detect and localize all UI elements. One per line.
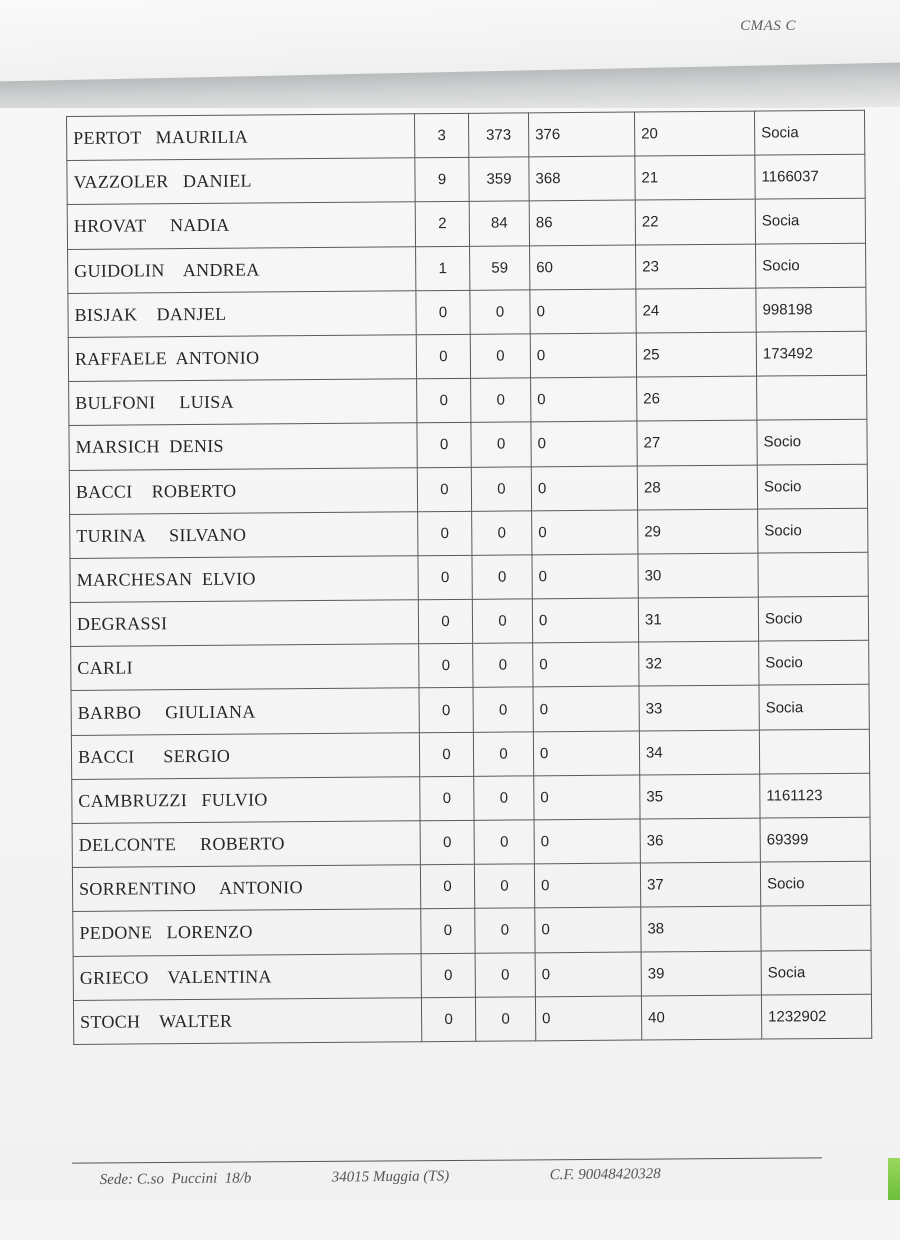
score-b-cell: 0	[475, 952, 535, 997]
table-row	[71, 640, 869, 690]
athlete-name-cell: BISJAK DANJEL	[68, 291, 416, 338]
score-a-cell: 0	[420, 820, 474, 865]
table-row	[71, 729, 869, 779]
score-b-cell: 359	[469, 157, 529, 202]
table-row	[73, 906, 871, 956]
table-row	[68, 287, 866, 337]
membership-cell: 998198	[756, 287, 866, 332]
athlete-name-cell: RAFFAELE ANTONIO	[68, 335, 416, 382]
header-code: CMAS C	[740, 18, 796, 34]
table-row	[72, 817, 870, 867]
membership-cell: Socia	[759, 685, 869, 730]
score-b-cell: 0	[475, 908, 535, 953]
membership-cell: Socio	[757, 420, 867, 465]
score-b-cell: 0	[474, 776, 534, 821]
table-row	[72, 773, 870, 823]
table-row	[73, 950, 871, 1000]
score-b-cell: 0	[473, 687, 533, 732]
membership-cell: Socia	[755, 199, 865, 244]
score-b-cell: 0	[474, 820, 534, 865]
table-row	[72, 861, 870, 911]
table-row	[67, 110, 865, 160]
score-a-cell: 0	[419, 644, 473, 689]
score-a-cell: 0	[416, 334, 470, 379]
score-b-cell: 0	[470, 334, 530, 379]
score-a-cell: 9	[415, 158, 469, 203]
total-cell: 60	[530, 245, 636, 290]
total-cell: 0	[530, 289, 636, 334]
total-cell: 0	[530, 333, 636, 378]
score-b-cell: 0	[471, 378, 531, 423]
score-a-cell: 0	[417, 467, 471, 512]
score-a-cell: 1	[416, 246, 470, 291]
position-cell: 34	[639, 730, 759, 775]
membership-cell: Socio	[757, 464, 867, 509]
position-cell: 35	[640, 774, 760, 819]
ranking-table-container	[66, 110, 873, 1045]
athlete-name-cell: BACCI SERGIO	[71, 732, 419, 779]
position-cell: 32	[639, 641, 759, 686]
score-b-cell: 373	[468, 113, 528, 158]
position-cell: 38	[641, 906, 761, 951]
green-edge-mark	[888, 1158, 900, 1200]
position-cell: 31	[638, 597, 758, 642]
ranking-table	[66, 110, 872, 1045]
membership-cell: Socio	[758, 508, 868, 553]
athlete-name-cell: VAZZOLER DANIEL	[67, 158, 415, 205]
table-row	[69, 375, 867, 425]
score-b-cell: 0	[470, 290, 530, 335]
score-a-cell: 0	[419, 688, 473, 733]
total-cell: 0	[534, 819, 640, 864]
position-cell: 33	[639, 686, 759, 731]
membership-cell	[758, 552, 868, 597]
score-a-cell: 0	[420, 865, 474, 910]
score-a-cell: 0	[418, 555, 472, 600]
athlete-name-cell: GRIECO VALENTINA	[73, 953, 421, 1000]
athlete-name-cell: SORRENTINO ANTONIO	[72, 865, 420, 912]
membership-cell: Socio	[758, 596, 868, 641]
athlete-name-cell: TURINA SILVANO	[70, 511, 418, 558]
score-b-cell: 0	[473, 643, 533, 688]
score-b-cell: 0	[473, 731, 533, 776]
table-row	[70, 552, 868, 602]
total-cell: 0	[531, 466, 637, 511]
position-cell: 27	[637, 420, 757, 465]
total-cell: 0	[533, 642, 639, 687]
total-cell: 0	[535, 952, 641, 997]
score-b-cell: 0	[471, 466, 531, 511]
table-row	[70, 596, 868, 646]
total-cell: 368	[529, 156, 635, 201]
position-cell: 28	[637, 465, 757, 510]
athlete-name-cell: BARBO GIULIANA	[71, 688, 419, 735]
position-cell: 37	[640, 862, 760, 907]
membership-cell: 69399	[760, 817, 870, 862]
ranking-table-body	[67, 110, 872, 1044]
table-row	[70, 508, 868, 558]
membership-cell: 1232902	[761, 994, 871, 1039]
score-a-cell: 0	[417, 423, 471, 468]
total-cell: 0	[535, 907, 641, 952]
athlete-name-cell: BACCI ROBERTO	[69, 467, 417, 514]
total-cell: 0	[532, 598, 638, 643]
membership-cell: 1166037	[755, 154, 865, 199]
table-row	[69, 464, 867, 514]
score-a-cell: 0	[418, 511, 472, 556]
footer-address: Sede: C.so Puccini 18/b	[99, 1170, 252, 1188]
score-a-cell: 2	[415, 202, 469, 247]
position-cell: 40	[641, 995, 761, 1040]
total-cell: 86	[529, 200, 635, 245]
total-cell: 0	[531, 377, 637, 422]
score-b-cell: 0	[475, 997, 535, 1042]
score-a-cell: 0	[419, 732, 473, 777]
score-b-cell: 0	[474, 864, 534, 909]
athlete-name-cell: PEDONE LORENZO	[73, 909, 421, 956]
position-cell: 26	[637, 376, 757, 421]
position-cell: 22	[635, 199, 755, 244]
score-b-cell: 0	[472, 599, 532, 644]
footer-city: 34015 Muggia (TS)	[331, 1168, 450, 1186]
athlete-name-cell: CARLI	[71, 644, 419, 691]
athlete-name-cell: DEGRASSI	[70, 600, 418, 647]
score-b-cell: 0	[471, 422, 531, 467]
score-a-cell: 0	[420, 776, 474, 821]
position-cell: 21	[635, 155, 755, 200]
membership-cell: Socio	[756, 243, 866, 288]
score-a-cell: 0	[417, 378, 471, 423]
position-cell: 36	[640, 818, 760, 863]
membership-cell: Socio	[760, 861, 870, 906]
membership-cell: Socia	[754, 110, 864, 155]
total-cell: 0	[532, 554, 638, 599]
score-a-cell: 0	[421, 997, 475, 1042]
footer	[100, 1164, 861, 1240]
table-row	[71, 685, 869, 735]
score-a-cell: 0	[421, 953, 475, 998]
position-cell: 20	[634, 111, 754, 156]
total-cell: 376	[528, 112, 634, 157]
score-b-cell: 84	[469, 201, 529, 246]
athlete-name-cell: STOCH WALTER	[73, 997, 421, 1044]
position-cell: 29	[638, 509, 758, 554]
athlete-name-cell: BULFONI LUISA	[69, 379, 417, 426]
score-a-cell: 3	[414, 113, 468, 158]
position-cell: 25	[636, 332, 756, 377]
membership-cell: 173492	[756, 331, 866, 376]
score-a-cell: 0	[416, 290, 470, 335]
total-cell: 0	[532, 510, 638, 555]
table-row	[67, 199, 865, 249]
membership-cell	[757, 375, 867, 420]
total-cell: 0	[535, 996, 641, 1041]
athlete-name-cell: MARCHESAN ELVIO	[70, 556, 418, 603]
position-cell: 30	[638, 553, 758, 598]
footer-tax-code: C.F. 90048420328	[549, 1166, 661, 1184]
position-cell: 23	[636, 244, 756, 289]
athlete-name-cell: DELCONTE ROBERTO	[72, 821, 420, 868]
table-row	[73, 994, 871, 1044]
athlete-name-cell: PERTOT MAURILIA	[67, 114, 415, 161]
position-cell: 24	[636, 288, 756, 333]
total-cell: 0	[531, 421, 637, 466]
athlete-name-cell: CAMBRUZZI FULVIO	[72, 777, 420, 824]
table-row	[67, 154, 865, 204]
score-b-cell: 0	[472, 511, 532, 556]
total-cell: 0	[533, 686, 639, 731]
position-cell: 39	[641, 951, 761, 996]
membership-cell: Socio	[759, 640, 869, 685]
membership-cell: Socia	[761, 950, 871, 995]
table-row	[68, 243, 866, 293]
total-cell: 0	[534, 775, 640, 820]
score-b-cell: 0	[472, 555, 532, 600]
membership-cell: 1161123	[760, 773, 870, 818]
athlete-name-cell: GUIDOLIN ANDREA	[68, 246, 416, 293]
athlete-name-cell: HROVAT NADIA	[67, 202, 415, 249]
table-row	[68, 331, 866, 381]
score-a-cell: 0	[421, 909, 475, 954]
table-row	[69, 420, 867, 470]
membership-cell	[759, 729, 869, 774]
score-a-cell: 0	[418, 599, 472, 644]
score-b-cell: 59	[470, 245, 530, 290]
total-cell: 0	[534, 863, 640, 908]
membership-cell	[761, 906, 871, 951]
athlete-name-cell: MARSICH DENIS	[69, 423, 417, 470]
total-cell: 0	[533, 731, 639, 776]
